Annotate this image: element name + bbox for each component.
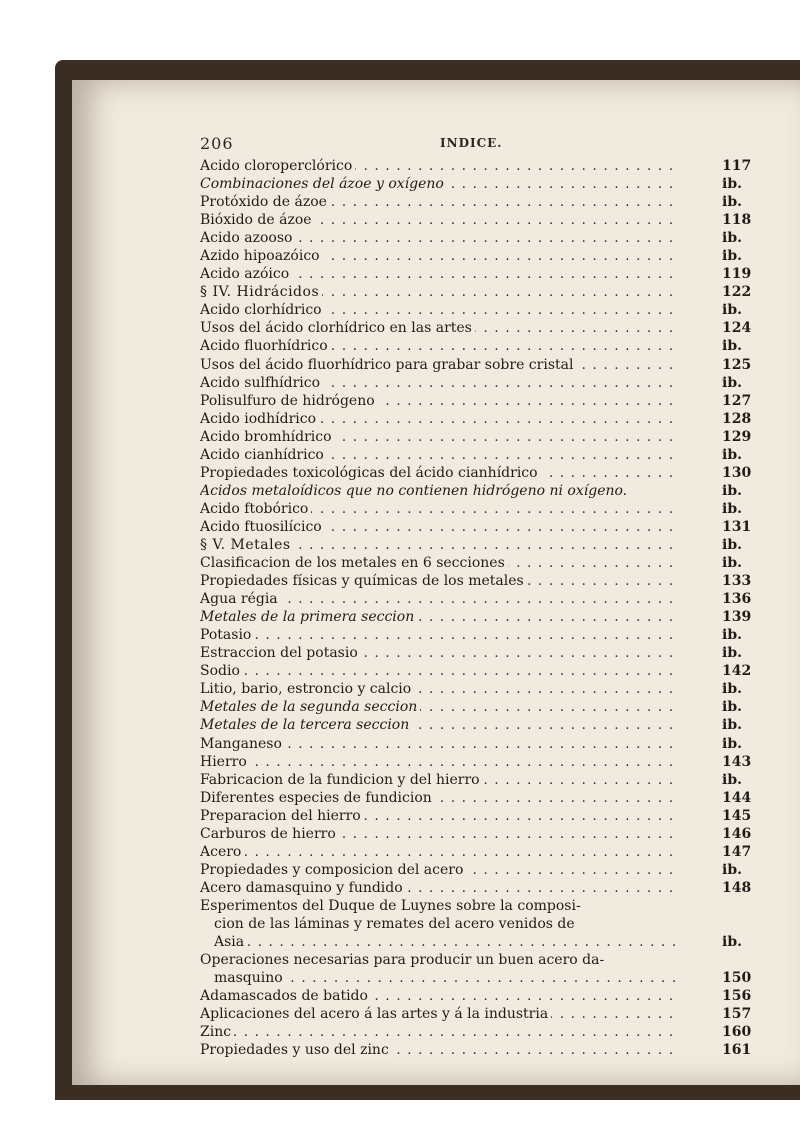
- index-entry: [200, 608, 760, 626]
- entry-title: Acido cloroperclórico: [200, 158, 355, 174]
- entry-title: Litio, bario, estroncio y calcio: [200, 681, 414, 697]
- index-entry: [200, 626, 760, 644]
- entry-title: Propiedades físicas y químicas de los metales: [200, 573, 527, 589]
- entry-title: Usos del ácido clorhídrico en las artes: [200, 320, 475, 336]
- entry-page: 160: [722, 1024, 752, 1041]
- entry-page: 147: [722, 843, 752, 860]
- index-entry: [200, 644, 760, 662]
- index-entry: [200, 590, 760, 608]
- index-entry: [200, 283, 760, 301]
- index-entries: [200, 157, 760, 1059]
- entry-page: 127: [722, 392, 752, 409]
- entry-page: 143: [722, 753, 752, 770]
- entry-title: Acido ftobórico: [200, 501, 311, 517]
- index-entry: [200, 789, 760, 807]
- index-entry: [200, 680, 760, 698]
- entry-title: Zinc: [200, 1024, 234, 1040]
- index-entry: [200, 572, 760, 590]
- entry-page: 145: [722, 807, 752, 824]
- page-number: 206: [200, 134, 234, 153]
- entry-page: ib.: [722, 717, 742, 734]
- index-entry: [200, 446, 760, 464]
- index-entry: [200, 879, 760, 897]
- entry-title: Protóxido de ázoe: [200, 194, 330, 210]
- entry-page: 131: [722, 518, 752, 535]
- index-entry: [200, 301, 760, 319]
- entry-title: Metales de la segunda seccion: [200, 699, 420, 715]
- index-entry: [200, 897, 760, 915]
- entry-title: Acido fluorhídrico: [200, 338, 331, 354]
- index-entry: [200, 915, 760, 933]
- entry-page: ib.: [722, 536, 742, 553]
- entry-page: 142: [722, 663, 752, 680]
- entry-page: 144: [722, 789, 752, 806]
- index-entry: [200, 698, 760, 716]
- entry-title: Asia: [214, 934, 247, 950]
- index-entry: [200, 716, 760, 734]
- page-header: [200, 134, 720, 158]
- entry-page: 156: [722, 988, 752, 1005]
- entry-page: ib.: [722, 681, 742, 698]
- index-entry: [200, 247, 760, 265]
- entry-page: ib.: [722, 500, 742, 517]
- entry-title: Acero: [200, 844, 244, 860]
- entry-title: Hierro: [200, 754, 250, 770]
- entry-page: ib.: [722, 374, 742, 391]
- index-entry: [200, 319, 760, 337]
- entry-title: Preparacion del hierro: [200, 808, 364, 824]
- index-entry: [200, 356, 760, 374]
- entry-page: ib.: [722, 735, 742, 752]
- entry-title: § IV. Hidrácidos: [200, 284, 322, 300]
- entry-title: Fabricacion de la fundicion y del hierro: [200, 772, 483, 788]
- entry-page: ib.: [722, 302, 742, 319]
- entry-page: 118: [722, 212, 752, 229]
- index-entry: [200, 410, 760, 428]
- index-entry: [200, 374, 760, 392]
- index-entry: [200, 157, 760, 175]
- entry-page: ib.: [722, 934, 742, 951]
- index-entry: [200, 1041, 760, 1059]
- entry-page: ib.: [722, 176, 742, 193]
- entry-title: Aplicaciones del acero á las artes y á la industria: [200, 1006, 551, 1022]
- index-entry: [200, 807, 760, 825]
- index-entry: [200, 337, 760, 355]
- entry-title: Acido azooso: [200, 230, 295, 246]
- entry-title: Sodio: [200, 663, 243, 679]
- entry-title: Metales de la primera seccion: [200, 609, 417, 625]
- index-entry: [200, 554, 760, 572]
- index-entry: [200, 175, 760, 193]
- index-entry: [200, 969, 760, 987]
- index-entry: [200, 951, 760, 969]
- entry-page: 133: [722, 573, 752, 590]
- entry-page: ib.: [722, 248, 742, 265]
- entry-page: 139: [722, 609, 752, 626]
- entry-page: ib.: [722, 645, 742, 662]
- entry-page: ib.: [722, 194, 742, 211]
- entry-title: masquino: [214, 970, 286, 986]
- entry-title: Propiedades toxicológicas del ácido cianhídrico: [200, 465, 541, 481]
- index-entry: [200, 211, 760, 229]
- index-entry: [200, 843, 760, 861]
- index-entry: [200, 735, 760, 753]
- entry-page: 146: [722, 825, 752, 842]
- entry-title: Acido sulfhídrico: [200, 375, 323, 391]
- entry-title: Esperimentos del Duque de Luynes sobre la composi-: [200, 898, 584, 914]
- entry-title: Bióxido de ázoe: [200, 212, 315, 228]
- index-entry: [200, 771, 760, 789]
- index-entry: [200, 428, 760, 446]
- entry-title: Agua régia: [200, 591, 281, 607]
- entry-title: Operaciones necesarias para producir un buen acero da-: [200, 952, 607, 968]
- entry-title: Acido bromhídrico: [200, 429, 335, 445]
- entry-page: 119: [722, 266, 752, 283]
- entry-page: ib.: [722, 699, 742, 716]
- index-entry: [200, 482, 760, 500]
- index-entry: [200, 229, 760, 247]
- entry-title: Estraccion del potasio: [200, 645, 361, 661]
- entry-page: 124: [722, 320, 752, 337]
- entry-title: Acido cianhídrico: [200, 447, 327, 463]
- index-entry: [200, 933, 760, 951]
- index-entry: [200, 464, 760, 482]
- entry-title: Combinaciones del ázoe y oxígeno: [200, 176, 447, 192]
- entry-page: 130: [722, 464, 752, 481]
- entry-title: Propiedades y composicion del acero: [200, 862, 466, 878]
- entry-title: Diferentes especies de fundicion: [200, 790, 435, 806]
- entry-page: 148: [722, 879, 752, 896]
- entry-page: 129: [722, 428, 752, 445]
- entry-page: ib.: [722, 627, 742, 644]
- entry-page: 122: [722, 284, 752, 301]
- index-entry: [200, 987, 760, 1005]
- index-entry: [200, 193, 760, 211]
- entry-page: ib.: [722, 861, 742, 878]
- entry-page: 161: [722, 1042, 752, 1059]
- entry-page: 125: [722, 356, 752, 373]
- entry-title: Usos del ácido fluorhídrico para grabar sobre cristal: [200, 357, 576, 373]
- entry-page: ib.: [722, 555, 742, 572]
- entry-page: ib.: [722, 482, 742, 499]
- index-entry: [200, 500, 760, 518]
- entry-title: Acero damasquino y fundido: [200, 880, 406, 896]
- entry-title: Acidos metaloídicos que no contienen hidrógeno ni oxígeno.: [200, 483, 630, 499]
- entry-title: Clasificacion de los metales en 6 secciones: [200, 555, 508, 571]
- entry-title: Acido iodhídrico: [200, 411, 319, 427]
- entry-title: Potasio: [200, 627, 254, 643]
- entry-title: Manganeso: [200, 736, 285, 752]
- entry-title: § V. Metales: [200, 537, 294, 553]
- index-entry: [200, 265, 760, 283]
- entry-title: Metales de la tercera seccion: [200, 717, 412, 733]
- entry-title: Acido clorhídrico: [200, 302, 325, 318]
- entry-page: 136: [722, 591, 752, 608]
- entry-page: ib.: [722, 338, 742, 355]
- entry-title: Adamascados de batido: [200, 988, 371, 1004]
- entry-title: Acido ftuosilícico: [200, 519, 325, 535]
- entry-title: Polisulfuro de hidrógeno: [200, 393, 378, 409]
- entry-page: 117: [722, 158, 752, 174]
- index-entry: [200, 1005, 760, 1023]
- entry-title: Carburos de hierro: [200, 826, 339, 842]
- entry-page: 128: [722, 410, 752, 427]
- index-entry: [200, 662, 760, 680]
- entry-title: Propiedades y uso del zinc: [200, 1042, 392, 1058]
- index-entry: [200, 753, 760, 771]
- running-head: INDICE.: [440, 136, 503, 150]
- entry-page: ib.: [722, 771, 742, 788]
- index-entry: [200, 536, 760, 554]
- entry-title: Acido azóico: [200, 266, 292, 282]
- entry-page: 157: [722, 1006, 752, 1023]
- entry-title: Azido hipoazóico: [200, 248, 323, 264]
- index-entry: [200, 861, 760, 879]
- index-entry: [200, 1023, 760, 1041]
- index-entry: [200, 825, 760, 843]
- entry-title: cion de las láminas y remates del acero venidos de: [214, 916, 578, 932]
- entry-page: ib.: [722, 230, 742, 247]
- index-entry: [200, 518, 760, 536]
- index-entry: [200, 392, 760, 410]
- entry-page: ib.: [722, 446, 742, 463]
- entry-page: 150: [722, 970, 752, 987]
